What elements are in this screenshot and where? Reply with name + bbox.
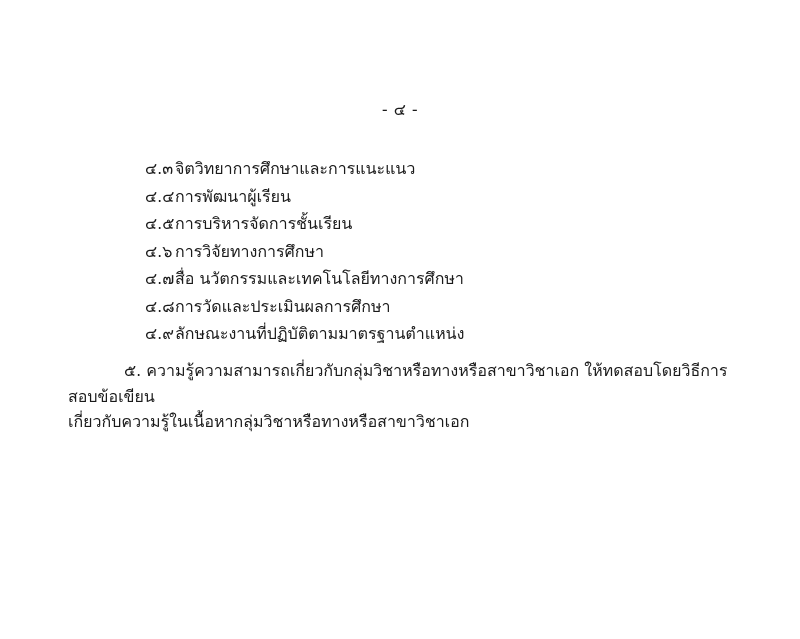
list-item: [60, 293, 750, 321]
list-item: [60, 183, 750, 211]
list-item-number: ๔.๗: [145, 269, 175, 289]
list-item-number: ๔.๓: [145, 159, 174, 178]
paragraph-line-1: [60, 358, 750, 410]
list-item-text: การพัฒนาผู้เรียน: [175, 186, 291, 206]
list-item: [60, 265, 750, 293]
document-page: [0, 98, 800, 639]
paragraph-line-2: เกี่ยวกับความรู้ในเนื้อหากลุ่มวิชาหรือทางหรือสาขาวิชาเอก: [68, 412, 470, 432]
list-item-text: การวิจัยทางการศึกษา: [175, 241, 324, 261]
list-item-number: ๔.๔: [145, 186, 175, 206]
document-body: [0, 155, 800, 435]
list-item-text: การวัดและประเมินผลการศึกษา: [175, 296, 391, 316]
list-item-text: การบริหารจัดการชั้นเรียน: [175, 214, 353, 234]
paragraph-line-1-text: ๕. ความรู้ความสามารถเกี่ยวกับกลุ่มวิชาหรือทางหรือสาขาวิชาเอก ให้ทดสอบโดยวิธีการสอบข้อเขียน: [68, 360, 728, 406]
page-number: - ๔ -: [381, 100, 419, 119]
list-item: [60, 238, 750, 266]
list-item-number: ๔.๕: [145, 214, 175, 234]
list-item-text: สื่อ นวัตกรรมและเทคโนโลยีทางการศึกษา: [175, 269, 464, 289]
list-item-text: ลักษณะงานที่ปฏิบัติตามมาตรฐานตำแหน่ง: [175, 324, 465, 344]
list-item-text: จิตวิทยาการศึกษาและการแนะแนว: [175, 159, 416, 178]
list-item-number: ๔.๖: [145, 241, 173, 261]
list-item: [60, 210, 750, 238]
list-item-number: ๔.๙: [145, 324, 174, 344]
sub-item-list: [60, 155, 750, 348]
list-item: [60, 320, 750, 348]
list-item-number: ๔.๘: [145, 296, 175, 316]
list-item: [60, 155, 750, 183]
